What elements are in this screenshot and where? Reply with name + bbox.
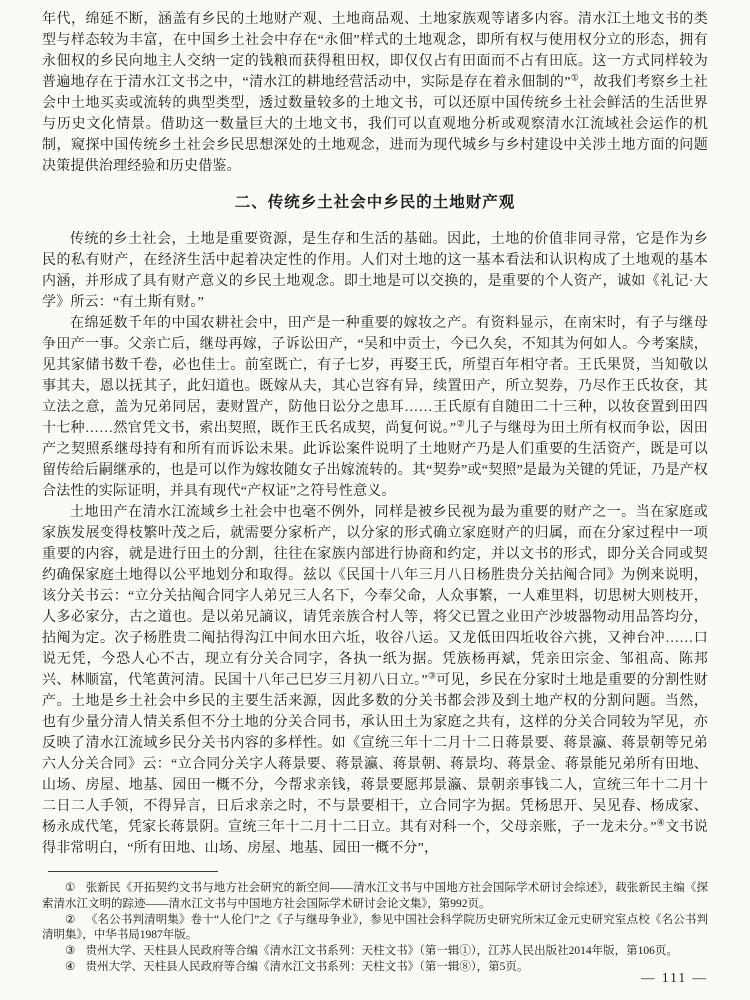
page-number: — 111 — xyxy=(641,970,708,985)
footnote-3-text: 贵州大学、天柱县人民政府等合编《清水江文书系列：天柱文书》（第一辑①），江苏人民出版社2014年版，第106页。 xyxy=(85,945,678,958)
footnotes-block xyxy=(42,881,708,976)
footnote-2-marker: ② xyxy=(65,913,76,926)
footnote-3-marker: ③ xyxy=(65,945,76,958)
body-paragraph-3: 在绵延数千年的中国农耕社会中，田产是一种重要的嫁妆之产。有资料显示，在南宋时，有子与继母争田产一事。父亲亡后，继母再嫁，子诉讼田产，“吴和中贡士，今已久矣，不知其为何如人。今考案牍，见其家储书数千卷，必也佳士。前室既亡，有子七岁，再娶王氏，所望百年相守者。王氏果贤，当知敬以事其夫，恩以抚其子，此妇道也。既嫁从夫，其心岂容有异，续置田产，所立契券，乃尽作王氏妆奁，其立法之意，盖为兄弟同居，妻财置产，防他日讼分之患耳……王氏原有自随田二十三种，以妆奁置到田四十七种……然官凭文书，索出契照，既作王氏名成契，尚复何说。”②儿子与继母为田土所有权而争讼，因田产之契照系继母持有和所有而诉讼未果。此诉讼案件说明了土地财产乃是人们重要的生活资产，既是可以留传给后嗣继承的，也是可以作为嫁妆随女子出嫁流转的。其“契券”或“契照”是最为关键的凭证，乃是产权合法性的实际证明，并具有现代“产权证”之符号性意义。 xyxy=(42,316,708,499)
body-paragraph-2: 传统的乡土社会，土地是重要资源，是生存和生活的基础。因此，土地的价值非同寻常，它是作为乡民的私有财产，在经济生活中起着决定性的作用。人们对土地的这一基本看法和认识构成了土地观的基本内涵，并形成了具有财产意义的乡民土地观念。即土地是可以交换的，是重要的个人资产，诚如《礼记·大学》所云：“有土斯有财。” xyxy=(42,232,708,310)
footnote-4-marker: ④ xyxy=(65,960,76,973)
footnote-separator xyxy=(48,871,218,872)
footnote-4-text: 贵州大学、天柱县人民政府等合编《清水江文书系列：天柱文书》（第一辑⑧），第5页。 xyxy=(85,960,529,973)
footnote-2-text: 《名公书判清明集》卷十“人伦门”之《子与继母争业》，参见中国社会科学院历史研究所宋辽金元史研究室点校《名公书判清明集》，中华书局1987年版。 xyxy=(42,913,709,942)
continuation-paragraph: 年代，绵延不断，涵盖有乡民的土地财产观、土地商品观、土地家族观等诸多内容。清水江土地文书的类型与样态较为丰富，在中国乡土社会中存在“永佃”样式的土地观念，即所有权与使用权分立的形态，拥有永佃权的乡民向地主人交纳一定的钱粮而获得租田权，即仅仅占有田面而不占有田底。这一方式同样较为普遍地存在于清水江文书之中，“清水江的耕地经营活动中，实际是存在着永佃制的”①，故我们考察乡土社会中土地买卖或流转的典型类型，透过数量较多的土地文书，可以还原中国传统乡土社会鲜活的生活世界与历史文化情景。借助这一数量巨大的土地文书，我们可以直观地分析或观察清水江流域社会运作的机制，窥探中国传统乡土社会乡民思想深处的土地观念，进而为现代城乡与乡村建设中关涉土地方面的问题决策提供治理经验和历史借鉴。 xyxy=(42,12,708,174)
footnote-1-text: 张新民《开拓契约文书与地方社会研究的新空间——清水江文书与中国地方社会国际学术研讨会综述》，载张新民主编《探索清水江文明的踪迹——清水江文书与中国地方社会国际学术研讨会论文集》，第992页。 xyxy=(42,882,709,910)
section-heading: 二、传统乡土社会中乡民的土地财产观 xyxy=(234,194,516,211)
footnote-1 xyxy=(42,881,708,913)
footnote-1-marker: ① xyxy=(65,882,76,894)
footnote-4 xyxy=(42,960,708,976)
footnote-2 xyxy=(42,913,708,945)
page-body xyxy=(42,9,708,859)
body-paragraph-4: 土地田产在清水江流域乡土社会中也毫不例外，同样是被乡民视为最为重要的财产之一。当在家庭或家族发展变得枝繁叶茂之后，就需要分家析产，以分家的形式确立家庭财产的归属，而在分家过程中一项重要的内容，就是进行田土的分割，往往在家族内部进行协商和约定，并以文书的形式，即分关合同或契约确保家庭土地得以公平地划分和取得。兹以《民国十八年三月八日杨胜贵分关拈阄合同》为例来说明，该分关书云：“立分关拈阄合同字人弟兄三人名下，今奉父命，人众事繁，一人难里料，切思树大则枝开，人多必家分，古之道也。是以弟兄謪议，请凭亲族合村人等，将父已置之业田产沙坡器物动用品答均分，拈阄为定。次子杨胜贵二阄拈得沟江中间水田六坵，收谷八运。又龙低田四坵收谷六挑，又神台冲……口说无凭，今恐人心不古，现立有分关合同字，各执一纸为据。凭族杨再斌，凭亲田宗金、邹祖高、陈邦兴、林顺富，代笔黄河清。民国十八年己巳岁三月初八日立。”③可见，乡民在分家时土地是重要的分割性财产。土地是乡土社会中乡民的主要生活来源，因此多数的分关书都会涉及到土地产权的分割问题。当然，也有少量分清人情关系但不分土地的分关合同书，承认田土为家庭之共有，这样的分关合同较为罕见，亦反映了清水江流域乡民分关书内容的多样性。如《宣统三年十二月十二日蒋景要、蒋景瀛、蒋景朝等兄弟六人分关合同》云：“立合同分关字人蒋景要、蒋景瀛、蒋景朝、蒋景均、蒋景金、蒋景能兄弟所有田地、山场、房屋、地基、园田一概不分，今帮求亲钱，蒋景要愿邦景瀛、景朝亲事钱二人，宣统三年十二月十二日二人手领，不得异言，日后求亲之时，不与景要相干，立合同字为据。凭杨思开、吴见春、杨成家、杨永成代笔，凭家长蒋景阴。宣统三年十二月十二日立。其有对科一个，父母亲账，子一龙未分。”④文书说得非常明白，“所有田地、山场、房屋、地基、园田一概不分”， xyxy=(42,505,708,856)
footnote-3 xyxy=(42,944,708,960)
